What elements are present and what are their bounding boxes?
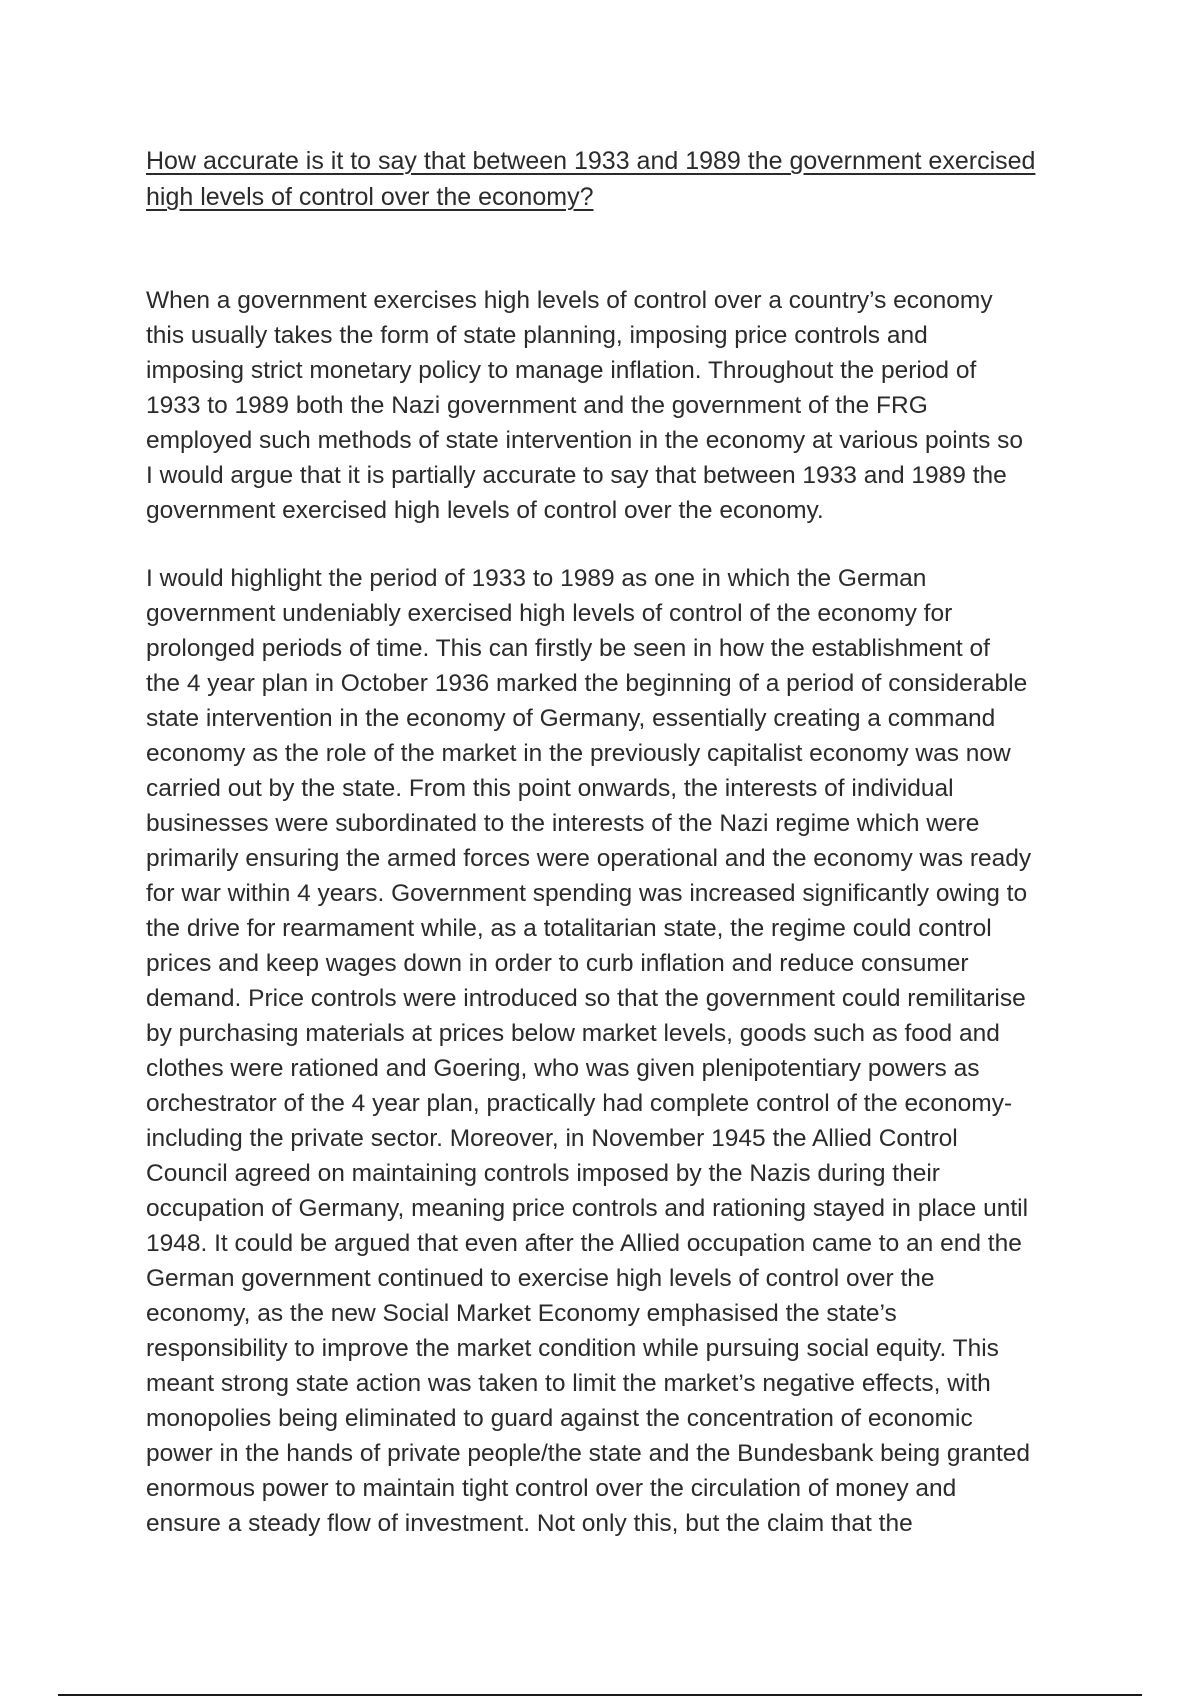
paragraph-line: When a government exercises high levels of control over a country’s economy bbox=[146, 287, 993, 314]
paragraph-line: 1933 to 1989 both the Nazi government and the government of the FRG bbox=[146, 392, 928, 419]
paragraph-line: clothes were rationed and Goering, who was given plenipotentiary powers as bbox=[146, 1055, 980, 1082]
paragraph-line: the drive for rearmament while, as a totalitarian state, the regime could control bbox=[146, 915, 992, 942]
paragraph-line: monopolies being eliminated to guard against the concentration of economic bbox=[146, 1405, 973, 1432]
paragraph-line: government exercised high levels of control over the economy. bbox=[146, 497, 824, 524]
paragraph-line: demand. Price controls were introduced so that the government could remilitarise bbox=[146, 985, 1026, 1012]
paragraph-line: carried out by the state. From this point onwards, the interests of individual bbox=[146, 775, 954, 802]
paragraph-line: Council agreed on maintaining controls imposed by the Nazis during their bbox=[146, 1160, 940, 1187]
paragraph-line: I would highlight the period of 1933 to 1989 as one in which the German bbox=[146, 565, 927, 592]
paragraph-line: responsibility to improve the market condition while pursuing social equity. This bbox=[146, 1335, 999, 1362]
paragraph-line: meant strong state action was taken to limit the market’s negative effects, with bbox=[146, 1370, 991, 1397]
paragraph-line: orchestrator of the 4 year plan, practically had complete control of the economy- bbox=[146, 1090, 1013, 1117]
paragraph-line: by purchasing materials at prices below market levels, goods such as food and bbox=[146, 1020, 1000, 1047]
paragraph-line: ensure a steady flow of investment. Not only this, but the claim that the bbox=[146, 1510, 913, 1537]
paragraph-line: state intervention in the economy of Germany, essentially creating a command bbox=[146, 705, 996, 732]
paragraph-line: German government continued to exercise high levels of control over the bbox=[146, 1265, 935, 1292]
page-bottom-rule bbox=[58, 1694, 1142, 1696]
paragraph-line: economy, as the new Social Market Economy emphasised the state’s bbox=[146, 1300, 897, 1327]
body-paragraph bbox=[146, 561, 1031, 1541]
paragraph-line: employed such methods of state intervention in the economy at various points so bbox=[146, 427, 1024, 454]
paragraph-line: enormous power to maintain tight control over the circulation of money and bbox=[146, 1475, 957, 1502]
paragraph-line: the 4 year plan in October 1936 marked the beginning of a period of considerable bbox=[146, 670, 1028, 697]
paragraph-line: government undeniably exercised high levels of control of the economy for bbox=[146, 600, 953, 627]
paragraph-line: economy as the role of the market in the previously capitalist economy was now bbox=[146, 740, 1011, 767]
paragraph-line: prolonged periods of time. This can firstly be seen in how the establishment of bbox=[146, 635, 990, 662]
paragraph-line: primarily ensuring the armed forces were operational and the economy was ready bbox=[146, 845, 1032, 872]
paragraph-line: prices and keep wages down in order to curb inflation and reduce consumer bbox=[146, 950, 969, 977]
paragraph-line: this usually takes the form of state planning, imposing price controls and bbox=[146, 322, 928, 349]
paragraph-line: power in the hands of private people/the state and the Bundesbank being granted bbox=[146, 1440, 1031, 1467]
paragraph-line: I would argue that it is partially accurate to say that between 1933 and 1989 the bbox=[146, 462, 1007, 489]
paragraph-line: for war within 4 years. Government spending was increased significantly owing to bbox=[146, 880, 1028, 907]
paragraph-line: imposing strict monetary policy to manage inflation. Throughout the period of bbox=[146, 357, 977, 384]
paragraph-line: including the private sector. Moreover, in November 1945 the Allied Control bbox=[146, 1125, 958, 1152]
document-page bbox=[146, 143, 1066, 1537]
paragraph-line: occupation of Germany, meaning price controls and rationing stayed in place until bbox=[146, 1195, 1029, 1222]
paragraph-line: businesses were subordinated to the interests of the Nazi regime which were bbox=[146, 810, 980, 837]
title-line: high levels of control over the economy? bbox=[146, 183, 594, 211]
introduction-paragraph bbox=[146, 283, 1023, 528]
paragraph-line: 1948. It could be argued that even after the Allied occupation came to an end the bbox=[146, 1230, 1022, 1257]
title-line: How accurate is it to say that between 1933 and 1989 the government exercised bbox=[146, 147, 1036, 175]
essay-question-title bbox=[146, 143, 1066, 215]
